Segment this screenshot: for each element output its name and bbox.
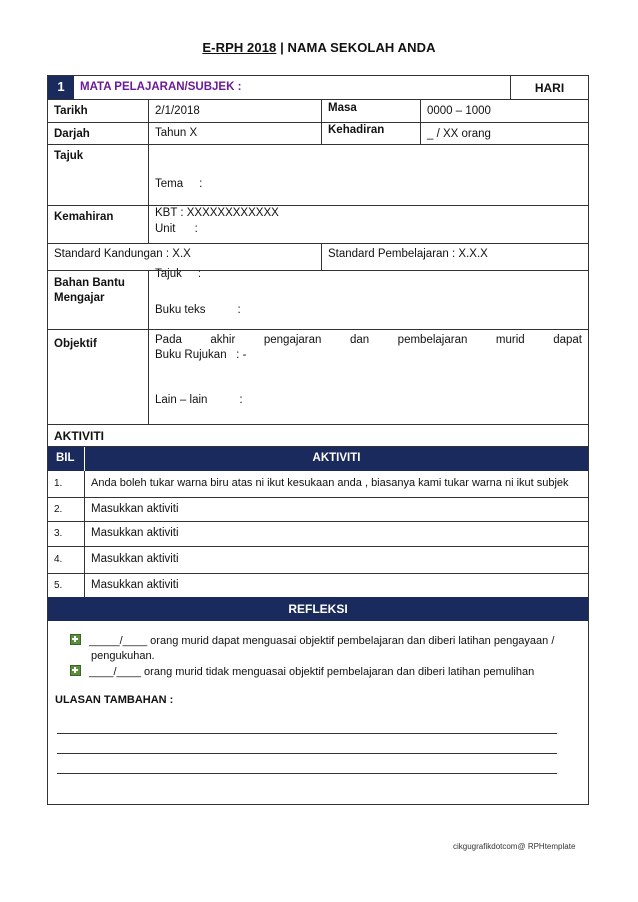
table-row [48, 471, 588, 498]
skill-label: Kemahiran [54, 211, 114, 223]
materials-other: Lain – lain : [155, 394, 243, 406]
time-label: Masa [321, 100, 420, 122]
learning-standard[interactable]: Standard Pembelajaran : X.X.X [321, 244, 588, 270]
topic-unit: Unit : [155, 223, 198, 235]
date-row [48, 100, 588, 123]
objective-word: dapat [553, 334, 582, 346]
reflection-item-2[interactable] [70, 665, 582, 678]
activity-number: 3. [54, 528, 63, 539]
activity-number: 1. [54, 478, 63, 489]
topic-title: Tajuk : [155, 268, 202, 280]
activities-section-label: AKTIVITI [54, 429, 104, 443]
objective-field[interactable] [148, 330, 588, 424]
notes-line[interactable] [57, 773, 557, 774]
objective-word: Pada [155, 334, 182, 346]
footer-credit: cikgugrafikdotcom@ RPHtemplate [453, 842, 576, 851]
page-title [0, 40, 638, 55]
table-row [48, 574, 588, 597]
check-icon [70, 665, 81, 676]
objective-word: murid [495, 334, 525, 346]
objective-text [155, 334, 582, 346]
date-value[interactable]: 2/1/2018 [148, 100, 321, 122]
activity-text[interactable]: Masukkan aktiviti [84, 547, 588, 573]
reflection-header-row [48, 597, 588, 621]
activity-text[interactable]: Masukkan aktiviti [84, 498, 588, 521]
activity-text[interactable]: Masukkan aktiviti [84, 522, 588, 546]
col-bil: BIL [56, 452, 75, 464]
activity-number: 5. [54, 580, 63, 591]
attendance-value[interactable]: _ / XX orang [420, 123, 588, 144]
topic-label: Tajuk [54, 150, 84, 162]
objective-word: akhir [210, 334, 236, 346]
extra-notes-label: ULASAN TAMBAHAN : [55, 694, 174, 706]
materials-label-line2: Mengajar [54, 292, 105, 304]
class-label: Darjah [54, 128, 90, 140]
reflection-header: REFLEKSI [288, 602, 348, 616]
activity-text[interactable]: Anda boleh tukar warna biru atas ni ikut kesukaan anda , biasanya kami tukar warna ni ikut subjek [84, 471, 588, 497]
objective-word: pembelajaran [397, 334, 468, 346]
table-row [48, 522, 588, 547]
skill-row [48, 206, 588, 244]
reflection-item-2-text: ____/____ orang murid tidak menguasai objektif pembelajaran dan diberi latihan pemulihan [89, 666, 535, 678]
activities-section-row [48, 425, 588, 447]
materials-label [48, 271, 148, 329]
subject-label: MATA PELAJARAN/SUBJEK : [80, 81, 242, 93]
reflection-body [48, 621, 588, 806]
title-underlined: E-RPH 2018 [202, 40, 277, 55]
table-row [48, 547, 588, 574]
materials-label-line1: Bahan Bantu [54, 277, 125, 289]
check-icon [70, 634, 81, 645]
activity-number: 4. [54, 554, 63, 565]
reflection-item-1-line2: pengukuhan. [91, 650, 155, 662]
activity-number: 2. [54, 504, 63, 515]
time-value[interactable]: 0000 – 1000 [420, 100, 588, 122]
attendance-label: Kehadiran [321, 123, 420, 144]
skill-value[interactable]: KBT : XXXXXXXXXXXX [148, 206, 588, 243]
materials-textbook: Buku teks : [155, 304, 241, 316]
activity-text[interactable]: Masukkan aktiviti [84, 574, 588, 597]
standards-row [48, 244, 588, 271]
content-standard[interactable]: Standard Kandungan : X.X [54, 248, 191, 260]
title-rest: | NAMA SEKOLAH ANDA [276, 40, 436, 55]
col-activity: AKTIVITI [84, 447, 588, 471]
objective-word: dan [349, 334, 370, 346]
date-label: Tarikh [54, 105, 88, 117]
topic-theme: Tema : [155, 178, 203, 190]
notes-line[interactable] [57, 753, 557, 754]
lesson-plan-form [47, 75, 589, 805]
objective-label: Objektif [54, 338, 97, 350]
table-row [48, 498, 588, 522]
reflection-item-1[interactable] [70, 634, 582, 664]
subject-row [48, 76, 588, 100]
class-value[interactable]: Tahun X [148, 123, 321, 144]
materials-reference: Buku Rujukan : - [155, 349, 247, 361]
objective-word: pengajaran [263, 334, 322, 346]
notes-line[interactable] [57, 733, 557, 734]
class-row [48, 123, 588, 145]
day-label: HARI [510, 76, 588, 99]
objective-row [48, 330, 588, 425]
activities-header [48, 447, 588, 471]
reflection-item-1-line1: _____/____ orang murid dapat menguasai objektif pembelajaran dan diberi latihan pengayaan / [89, 635, 555, 647]
section-number: 1 [48, 76, 74, 99]
